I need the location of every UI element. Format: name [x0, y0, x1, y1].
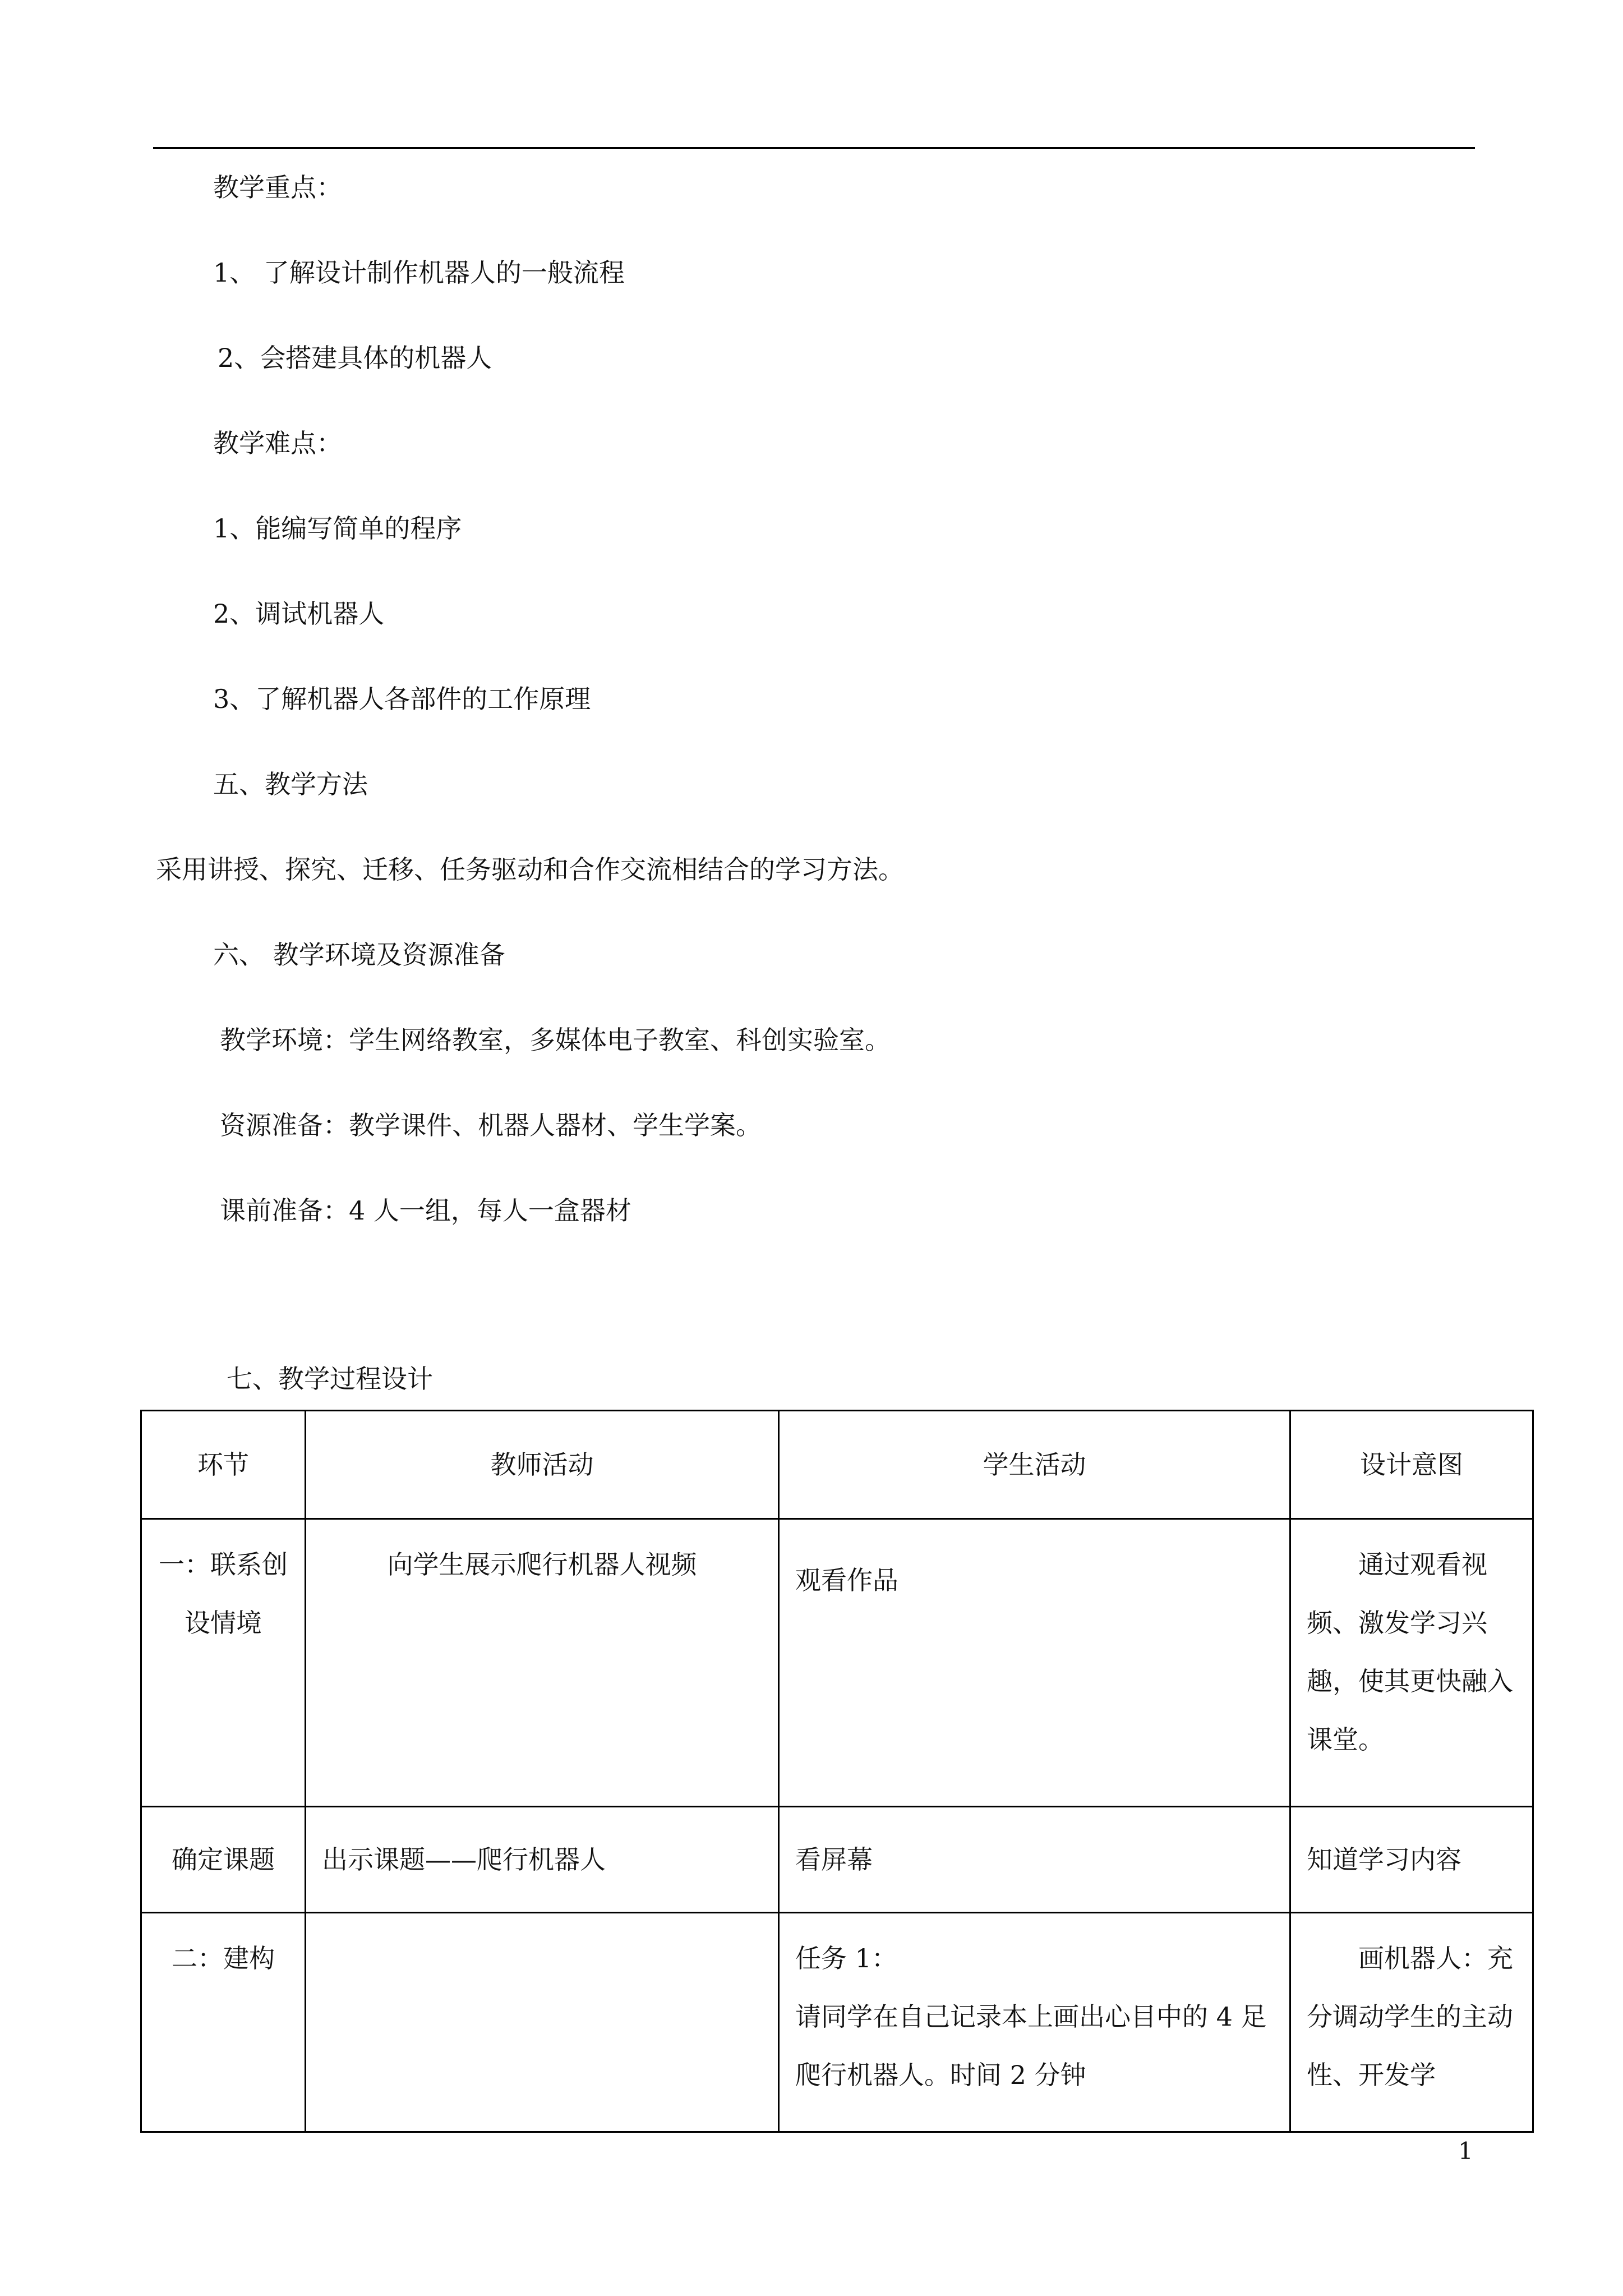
heading-environment: 六、 教学环境及资源准备	[213, 940, 505, 970]
cell-student	[779, 1913, 1290, 2132]
cell-stage: 二：建构	[141, 1913, 306, 2132]
heading-methods: 五、教学方法	[213, 769, 368, 799]
table-row	[141, 1807, 1533, 1913]
header-rule	[153, 147, 1475, 149]
cell-teacher: 向学生展示爬行机器人视频	[306, 1519, 779, 1807]
difficulty-3: 3、了解机器人各部件的工作原理	[213, 684, 591, 714]
task-description: 请同学在自己记录本上画出心目中的 4 足爬行机器人。时间 2 分钟	[795, 2001, 1267, 2090]
process-table	[140, 1410, 1534, 2133]
cell-intent: 通过观看视频、激发学习兴趣，使其更快融入课堂。	[1290, 1519, 1533, 1807]
resources-text: 资源准备：教学课件、机器人器材、学生学案。	[220, 1110, 762, 1140]
cell-intent: 知道学习内容	[1290, 1807, 1533, 1913]
header-stage: 环节	[141, 1411, 306, 1519]
cell-student: 观看作品	[779, 1519, 1290, 1807]
task-label: 任务 1：	[795, 1943, 897, 1973]
cell-student: 看屏幕	[779, 1807, 1290, 1913]
table-header-row	[141, 1411, 1533, 1519]
cell-intent: 画机器人：充分调动学生的主动性、开发学	[1290, 1913, 1533, 2132]
difficulty-1: 1、能编写简单的程序	[213, 513, 462, 544]
preparation-text: 课前准备：4 人一组，每人一盒器材	[220, 1195, 631, 1226]
page-number: 1	[1458, 2137, 1473, 2165]
difficulty-2: 2、调试机器人	[213, 599, 385, 629]
heading-difficulties: 教学难点：	[213, 428, 342, 458]
header-intent: 设计意图	[1290, 1411, 1533, 1519]
cell-teacher: 出示课题——爬行机器人	[306, 1807, 779, 1913]
environment-text: 教学环境：学生网络教室，多媒体电子教室、科创实验室。	[220, 1025, 891, 1055]
header-student: 学生活动	[779, 1411, 1290, 1519]
cell-stage: 一：联系创设情境	[141, 1519, 306, 1807]
table-row	[141, 1519, 1533, 1807]
heading-process: 七、教学过程设计	[227, 1364, 433, 1394]
key-point-2: 2、会搭建具体的机器人	[218, 343, 492, 373]
table-row	[141, 1913, 1533, 2132]
key-point-1: 1、 了解设计制作机器人的一般流程	[213, 257, 625, 288]
cell-teacher	[306, 1913, 779, 2132]
header-teacher: 教师活动	[306, 1411, 779, 1519]
methods-text: 采用讲授、探究、迁移、任务驱动和合作交流相结合的学习方法。	[156, 854, 904, 885]
heading-key-points: 教学重点：	[213, 172, 342, 203]
cell-stage: 确定课题	[141, 1807, 306, 1913]
